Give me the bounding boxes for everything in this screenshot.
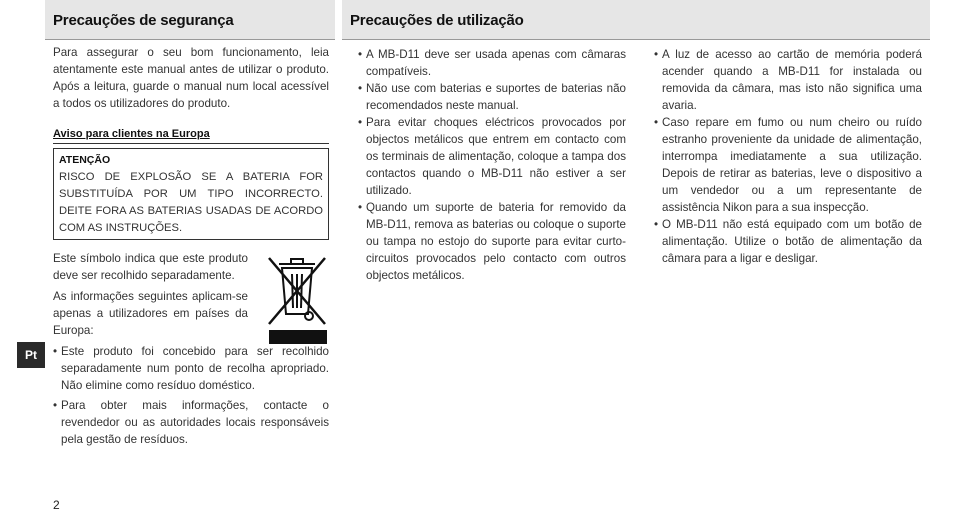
weee-symbol	[265, 250, 329, 346]
list-item: • Este produto foi concebido para ser recolhido separadamente num ponto de recolha apropriado. Não elimine como resíduo doméstico.	[53, 343, 329, 394]
symbol-description: Este símbolo indica que este produto deve ser recolhido separadamente.	[53, 252, 248, 282]
crossed-out-wheelie-bin-icon	[265, 250, 329, 330]
warning-box	[53, 148, 329, 240]
section-title-usage: Precauções de utilização	[350, 12, 524, 29]
europe-info-text: As informações seguintes aplicam-se apenas a utilizadores em países da Europa:	[53, 290, 248, 337]
disposal-bullet-list	[53, 343, 329, 448]
safety-column	[53, 44, 329, 451]
usage-column-2	[654, 46, 922, 267]
weee-bar	[269, 330, 327, 344]
page-number: 2	[53, 498, 60, 512]
list-item: • Para obter mais informações, contacte o revendedor ou as autoridades locais responsáveis pela gestão de resíduos.	[53, 397, 329, 448]
intro-paragraph: Para assegurar o seu bom funcionamento, leia atentamente este manual antes de utilizar o produto. Após a leitura, guarde o manual num local acessível a todos os utilizadores do produto.	[53, 46, 329, 110]
warning-text: RISCO DE EXPLOSÃO SE A BATERIA FOR SUBSTITUÍDA POR UM TIPO INCORRECTO. DEITE FORA AS BATERIAS USADAS DE ACORDO COM AS INSTRUÇÕES.	[59, 171, 323, 234]
list-item: • O MB-D11 não está equipado com um botão de alimentação. Utilize o botão de alimentação da câmara para a ligar e desligar.	[654, 216, 922, 267]
list-item: • Não use com baterias e suportes de baterias não recomendados neste manual.	[358, 80, 626, 114]
section-title-safety: Precauções de segurança	[53, 12, 234, 29]
section-header-safety	[45, 0, 335, 40]
warning-title: ATENÇÃO	[59, 154, 111, 166]
usage-bullet-list-1	[358, 46, 626, 284]
europe-notice-heading: Aviso para clientes na Europa	[53, 126, 329, 144]
list-item: • A MB-D11 deve ser usada apenas com câmaras compatíveis.	[358, 46, 626, 80]
disposal-symbol-section	[53, 250, 329, 339]
language-tab: Pt	[17, 342, 45, 368]
list-item: • Caso repare em fumo ou num cheiro ou ruído estranho proveniente da unidade de alimentação, interrompa imediatamente a sua utilização. Depois de retirar as baterias, leve o dispositivo a um vendedor ou a um representante de assistência Nikon para a sua inspecção.	[654, 114, 922, 216]
usage-bullet-list-2	[654, 46, 922, 267]
list-item: • Quando um suporte de bateria for removido da MB-D11, remova as baterias ou coloque o suporte ou tampa no estojo do suporte para evitar curto-circuitos provocados pelo contacto com outros objectos metálicos.	[358, 199, 626, 284]
list-item: • Para evitar choques eléctricos provocados por objectos metálicos que entrem em contacto com os terminais de alimentação, coloque a tampa dos contactos quando o MB-D11 não estiver a ser utilizado.	[358, 114, 626, 199]
list-item: • A luz de acesso ao cartão de memória poderá acender quando a MB-D11 for instalada ou removida da câmara, mas isto não significa uma avaria.	[654, 46, 922, 114]
usage-column-1	[358, 46, 626, 284]
section-header-usage	[342, 0, 930, 40]
